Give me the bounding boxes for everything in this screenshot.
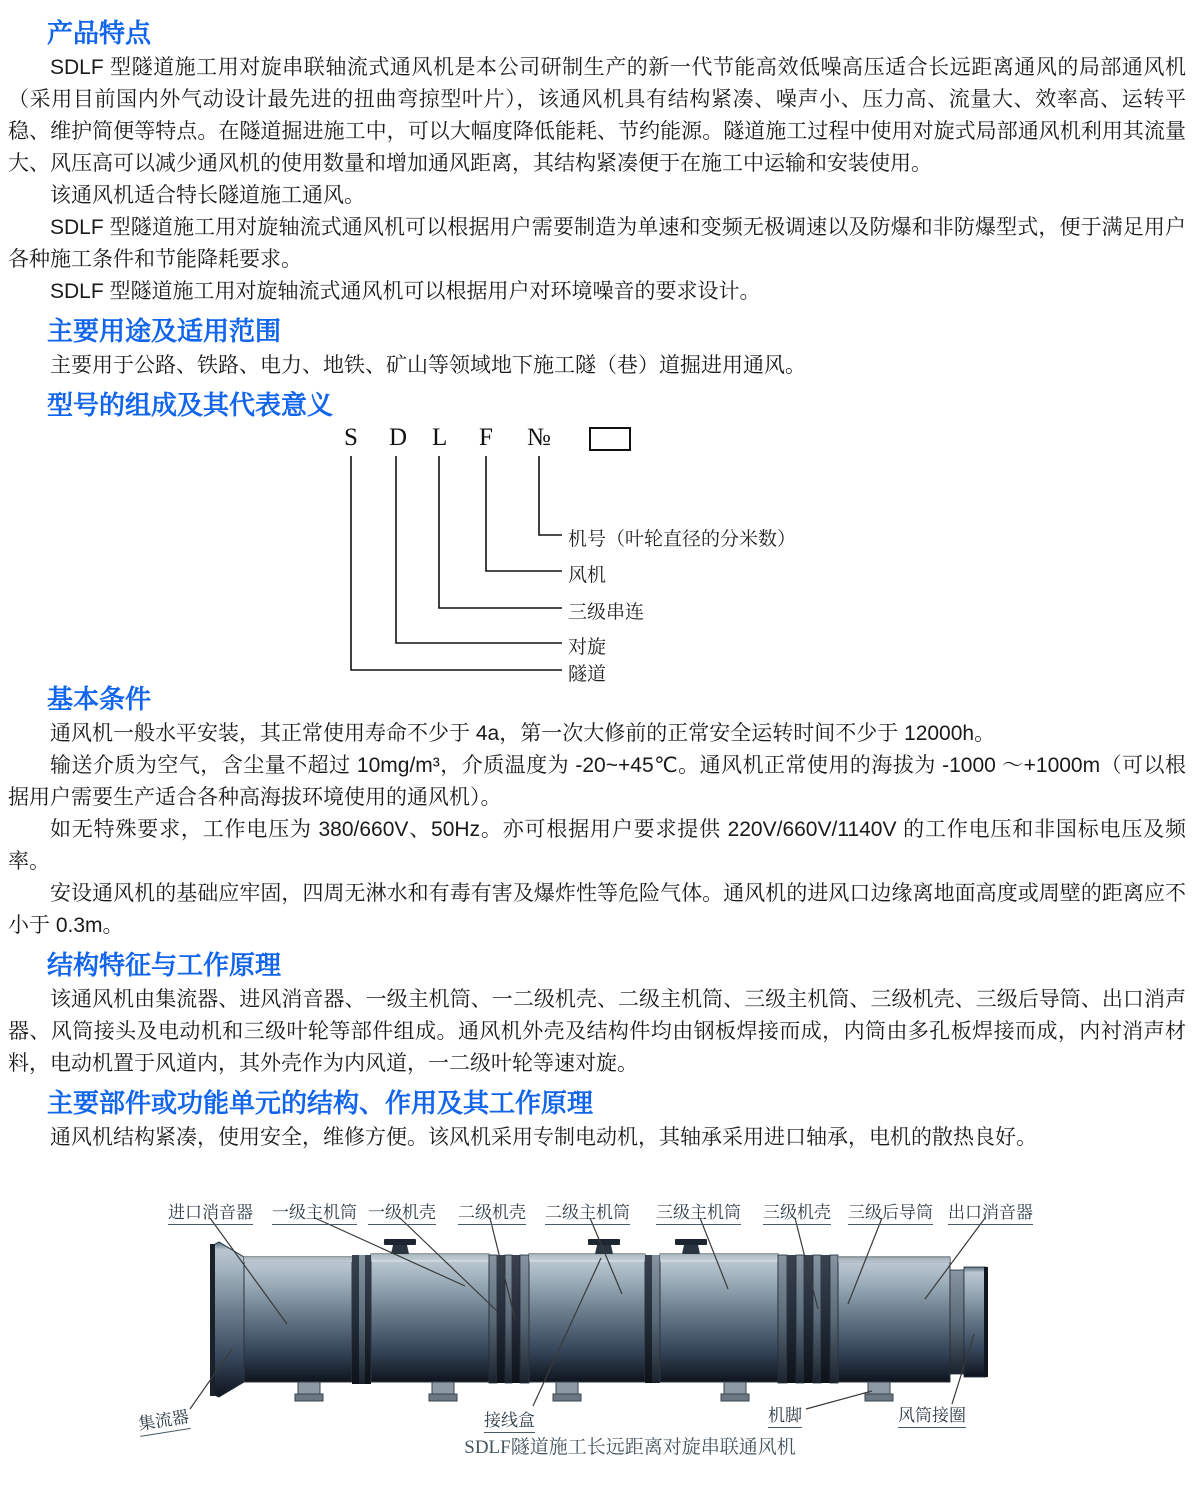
paragraph-installation-life: 通风机一般水平安装，其正常使用寿命不少于 4a，第一次大修前的正常安全运转时间不少于 12000h。 <box>50 722 996 745</box>
label-outlet-silencer: 出口消音器 <box>948 1198 1033 1225</box>
paragraph-main-uses: 主要用于公路、铁路、电力、地铁、矿山等领域地下施工隧（巷）道掘进用通风。 <box>50 354 806 377</box>
label-stage2-casing: 二级机壳 <box>458 1198 526 1225</box>
paragraph-components: 该通风机由集流器、进风消音器、一级主机筒、一二级机壳、二级主机筒、三级主机筒、三级机壳、三级后导筒、出口消声器、风筒接头及电动机和三级叶轮等部件组成。通风机外壳及结构件均由钢板焊接而成，内筒由多孔板焊接而成，内衬消声材料，电动机置于风道内，其外壳作为内风道，一二级叶轮等速对旋。 <box>8 988 1186 1075</box>
section-heading-main-uses: 主要用途及适用范围 <box>47 316 282 346</box>
label-stage3-main-barrel: 三级主机筒 <box>656 1198 741 1225</box>
fan-illustration-figure <box>0 1194 1200 1466</box>
paragraph-medium-conditions: 输送介质为空气，含尘量不超过 10mg/m³，介质温度为 -20~+45℃。通风机正常使用的海拔为 -1000 ～+1000m（可以根据用户需要生产适合各种高海拔环境使用的通风机）。 <box>8 754 1186 809</box>
model-label-contra-rotating: 对旋 <box>568 637 607 658</box>
figure-caption: SDLF隧道施工长远距离对旋串联通风机 <box>464 1437 796 1458</box>
section-heading-main-parts: 主要部件或功能单元的结构、作用及其工作原理 <box>47 1088 594 1118</box>
stage1-main-barrel-segment <box>371 1254 489 1382</box>
paragraph-suitable-tunnel: 该通风机适合特长隧道施工通风。 <box>50 184 365 207</box>
model-number-box <box>589 427 631 451</box>
duct-connection-ring <box>950 1267 988 1377</box>
model-label-fan-number: 机号（叶轮直径的分米数） <box>568 529 797 550</box>
paragraph-speed-types: SDLF 型隧道施工用对旋轴流式通风机可以根据用户需要制造为单速和变频无极调速以及防爆和非防爆型式，便于满足用户各种施工条件和节能降耗要求。 <box>8 216 1186 271</box>
flange-joint-1 <box>352 1255 371 1384</box>
model-letter-f: F <box>479 424 493 451</box>
mounting-feet <box>295 1382 893 1401</box>
label-machine-foot: 机脚 <box>768 1401 802 1428</box>
model-letter-numero: № <box>527 424 551 451</box>
model-letter-l: L <box>432 424 448 451</box>
stage3-main-barrel-segment <box>660 1254 778 1382</box>
label-stage3-rear-guide: 三级后导筒 <box>848 1198 933 1225</box>
connector-s <box>351 456 562 670</box>
stage3-casing-cluster <box>778 1255 838 1383</box>
paragraph-noise-design: SDLF 型隧道施工用对旋轴流式通风机可以根据用户对环境噪音的要求设计。 <box>50 280 761 303</box>
model-letter-s: S <box>344 424 358 451</box>
model-label-three-stage-series: 三级串连 <box>568 602 645 623</box>
section-heading-structure-principle: 结构特征与工作原理 <box>47 950 282 980</box>
connector-numero <box>539 456 562 535</box>
flange-joint-2 <box>645 1255 660 1383</box>
stage12-casing-cluster <box>489 1255 529 1383</box>
stage2-main-barrel-segment <box>529 1254 645 1382</box>
paragraph-voltage: 如无特殊要求，工作电压为 380/660V、50Hz。亦可根据用户要求提供 220V/660V/1140V 的工作电压和非国标电压及频率。 <box>8 818 1186 873</box>
label-collector: 集流器 <box>136 1402 191 1437</box>
junction-box-3 <box>675 1239 707 1254</box>
outlet-silencer-segment <box>838 1257 950 1382</box>
model-code-diagram <box>0 424 1200 685</box>
section-heading-model-composition: 型号的组成及其代表意义 <box>47 390 334 420</box>
label-inlet-silencer: 进口消音器 <box>168 1198 253 1225</box>
connector-l <box>439 456 562 608</box>
label-stage2-main-barrel: 二级主机筒 <box>545 1198 630 1225</box>
paragraph-compact-structure: 通风机结构紧凑，使用安全，维修方便。该风机采用专制电动机，其轴承采用进口轴承，电机的散热良好。 <box>50 1126 1037 1149</box>
connector-f <box>486 456 562 571</box>
section-heading-product-features: 产品特点 <box>47 18 152 48</box>
label-stage1-main-barrel: 一级主机筒 <box>272 1198 357 1225</box>
paragraph-product-intro: SDLF 型隧道施工用对旋串联轴流式通风机是本公司研制生产的新一代节能高效低噪高压适合长远距离通风的局部通风机（采用目前国内外气动设计最先进的扭曲弯掠型叶片），该通风机具有结构紧凑、噪声小、压力高、流量大、效率高、运转平稳、维护简便等特点。在隧道掘进施工中，可以大幅度降低能耗、节约能源。隧道施工过程中使用对旋式局部通风机利用其流量大、风压高可以减少通风机的使用数量和增加通风距离，其结构紧凑便于在施工中运输和安装使用。 <box>8 56 1186 175</box>
connector-d <box>396 456 562 643</box>
model-label-fan: 风机 <box>568 565 607 586</box>
label-duct-ring: 风筒接圈 <box>898 1401 966 1428</box>
paragraph-foundation: 安设通风机的基础应牢固，四周无淋水和有毒有害及爆炸性等危险气体。通风机的进风口边缘离地面高度或周壁的距离应不小于 0.3m。 <box>8 882 1186 937</box>
label-stage3-casing: 三级机壳 <box>763 1198 831 1225</box>
label-stage1-casing: 一级机壳 <box>368 1198 436 1225</box>
model-letter-d: D <box>389 424 408 451</box>
model-label-tunnel: 隧道 <box>568 664 607 685</box>
section-heading-basic-conditions: 基本条件 <box>47 684 152 714</box>
label-junction-box: 接线盒 <box>484 1406 535 1433</box>
inlet-silencer-segment <box>244 1257 352 1382</box>
